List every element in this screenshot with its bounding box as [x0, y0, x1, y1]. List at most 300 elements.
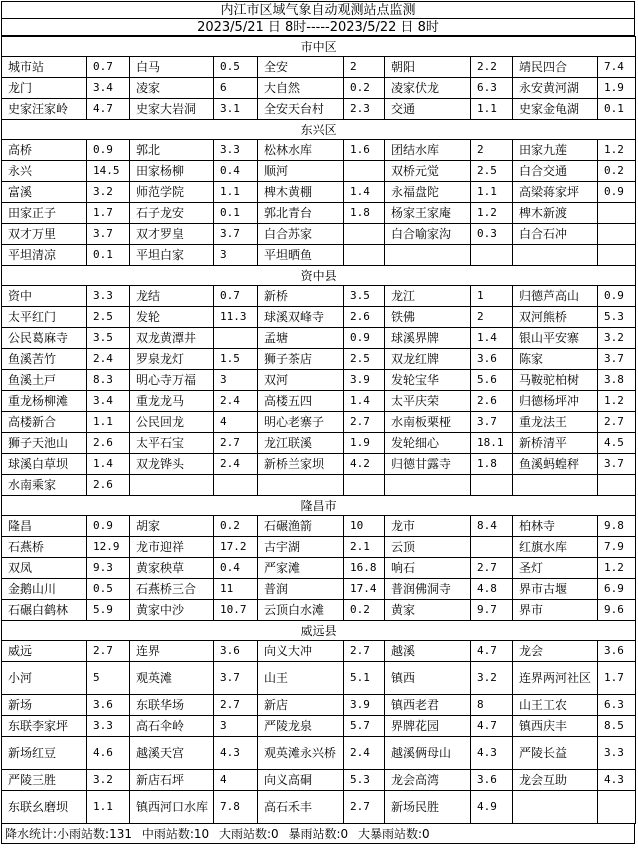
rainfall-value — [598, 203, 636, 224]
station-name: 白合石冲 — [513, 224, 598, 245]
rainfall-value: 3.5 — [344, 286, 385, 307]
rainfall-value: 4.8 — [471, 579, 513, 600]
station-name: 云顶 — [385, 537, 471, 558]
station-name: 高石禾丰 — [258, 791, 344, 824]
section-header — [2, 120, 636, 140]
station-name: 黄家中沙 — [130, 600, 214, 621]
station-name: 界牌花园 — [385, 716, 471, 737]
station-name — [258, 475, 344, 496]
rainfall-value — [598, 475, 636, 496]
rainfall-value: 3 — [214, 370, 258, 391]
station-name: 新桥 — [258, 286, 344, 307]
station-row — [2, 245, 636, 266]
rainfall-value: 4.2 — [344, 454, 385, 475]
station-name: 小河 — [2, 662, 87, 695]
station-row — [2, 716, 636, 737]
rainfall-value: 3.3 — [87, 286, 130, 307]
station-name: 田家九莲 — [513, 140, 598, 161]
station-name: 平坦白家 — [130, 245, 214, 266]
rainfall-value: 1.1 — [471, 182, 513, 203]
rainfall-value: 3.2 — [87, 182, 130, 203]
rainfall-value: 9.3 — [87, 558, 130, 579]
station-name: 马鞍驼柏树 — [513, 370, 598, 391]
light-rain-count: 小雨站数:131 — [57, 827, 132, 841]
rainfall-value: 3 — [214, 716, 258, 737]
station-name — [513, 245, 598, 266]
station-name: 永安黄河湖 — [513, 78, 598, 99]
station-name: 白合交通 — [513, 161, 598, 182]
station-name: 归德杨坪冲 — [513, 391, 598, 412]
rainfall-value: 2.4 — [214, 454, 258, 475]
station-name: 永兴 — [2, 161, 87, 182]
station-row — [2, 99, 636, 120]
rainfall-value: 2.1 — [344, 537, 385, 558]
station-name: 双凤 — [2, 558, 87, 579]
rainfall-value — [598, 224, 636, 245]
rainfall-value: 9.6 — [598, 600, 636, 621]
rainfall-value: 4.7 — [471, 641, 513, 662]
station-name: 向义大冲 — [258, 641, 344, 662]
station-name: 归德甘露寺 — [385, 454, 471, 475]
rainfall-value: 1.1 — [87, 412, 130, 433]
rainfall-value: 3.7 — [598, 349, 636, 370]
rainfall-value: 2.5 — [344, 349, 385, 370]
station-name: 镇西 — [385, 662, 471, 695]
rainfall-value: 16.8 — [344, 558, 385, 579]
rainfall-value: 2.6 — [471, 391, 513, 412]
station-name: 石碾渔箭 — [258, 516, 344, 537]
station-name: 界市 — [513, 600, 598, 621]
station-name — [513, 791, 598, 824]
station-name: 狮子天池山 — [2, 433, 87, 454]
station-name: 史家大岩洞 — [130, 99, 214, 120]
rainfall-value: 3.8 — [598, 370, 636, 391]
station-row — [2, 579, 636, 600]
station-row — [2, 182, 636, 203]
station-name: 球溪白草坝 — [2, 454, 87, 475]
station-name: 凌家 — [130, 78, 214, 99]
station-name: 鱼溪蚂蝗秤 — [513, 454, 598, 475]
station-name: 公民回龙 — [130, 412, 214, 433]
station-name: 白马 — [130, 57, 214, 78]
station-name: 发轮 — [130, 307, 214, 328]
station-name: 椑木新渡 — [513, 203, 598, 224]
station-name: 重龙龙马 — [130, 391, 214, 412]
station-name: 富溪 — [2, 182, 87, 203]
rainfall-value — [344, 224, 385, 245]
station-name: 球溪双峰寺 — [258, 307, 344, 328]
station-name: 高梁蒋家坪 — [513, 182, 598, 203]
rainfall-value: 7.8 — [214, 791, 258, 824]
rainfall-value: 2.6 — [87, 475, 130, 496]
rainfall-value: 14.5 — [87, 161, 130, 182]
rainfall-value: 1.4 — [87, 454, 130, 475]
station-row — [2, 57, 636, 78]
station-name: 水南乘家 — [2, 475, 87, 496]
rainfall-value: 1.9 — [344, 433, 385, 454]
station-row — [2, 454, 636, 475]
station-name: 太平石宝 — [130, 433, 214, 454]
rainfall-value: 6.9 — [598, 579, 636, 600]
rainfall-value: 0.7 — [214, 286, 258, 307]
rainfall-value: 12.9 — [87, 537, 130, 558]
station-name — [130, 475, 214, 496]
rainfall-value: 3.7 — [214, 224, 258, 245]
station-name: 古宇湖 — [258, 537, 344, 558]
rainfall-value — [471, 537, 513, 558]
station-name: 镇西河口水库 — [130, 791, 214, 824]
station-name: 太平红门 — [2, 307, 87, 328]
rainfall-value: 2.7 — [344, 412, 385, 433]
rainfall-value: 0.4 — [214, 558, 258, 579]
station-name: 高石伞岭 — [130, 716, 214, 737]
rainfall-value: 3.7 — [598, 454, 636, 475]
rainfall-value: 11.3 — [214, 307, 258, 328]
station-name: 黄家秧草 — [130, 558, 214, 579]
station-name: 郭北青台 — [258, 203, 344, 224]
rainfall-value: 5 — [87, 662, 130, 695]
station-row — [2, 307, 636, 328]
station-name: 平坦晒鱼 — [258, 245, 344, 266]
station-name: 孟塘 — [258, 328, 344, 349]
rainfall-value: 3.7 — [214, 662, 258, 695]
rainfall-value: 2.6 — [87, 433, 130, 454]
rainfall-value: 1.4 — [344, 391, 385, 412]
station-name: 田家正子 — [2, 203, 87, 224]
station-name: 云顶白水滩 — [258, 600, 344, 621]
station-name: 双龙红牌 — [385, 349, 471, 370]
rainfall-value: 0.2 — [214, 516, 258, 537]
section-name: 资中县 — [2, 266, 636, 286]
station-row — [2, 537, 636, 558]
station-row — [2, 433, 636, 454]
rainfall-value: 0.3 — [471, 224, 513, 245]
rainfall-value: 10.7 — [214, 600, 258, 621]
rainfall-value: 8.3 — [87, 370, 130, 391]
rainfall-value: 4.3 — [214, 737, 258, 770]
station-name: 双河熊桥 — [513, 307, 598, 328]
station-row — [2, 516, 636, 537]
rainfall-value: 1.9 — [598, 78, 636, 99]
station-name: 凌家伏龙 — [385, 78, 471, 99]
rainfall-value: 1.8 — [344, 203, 385, 224]
station-name: 石子龙安 — [130, 203, 214, 224]
station-name: 明心老寨子 — [258, 412, 344, 433]
heavy-rain-count: 大雨站数:0 — [218, 827, 279, 841]
station-row — [2, 349, 636, 370]
station-row — [2, 662, 636, 695]
station-name: 威远 — [2, 641, 87, 662]
station-name: 高桥 — [2, 140, 87, 161]
station-row — [2, 600, 636, 621]
station-name: 严陵龙泉 — [258, 716, 344, 737]
rainfall-value: 2.4 — [344, 737, 385, 770]
rainfall-value: 6.3 — [598, 695, 636, 716]
rainfall-value: 4 — [214, 412, 258, 433]
rainfall-value: 6 — [214, 78, 258, 99]
rainfall-value: 5.9 — [87, 600, 130, 621]
station-name: 靖民四合 — [513, 57, 598, 78]
station-name: 双龙黄潭井 — [130, 328, 214, 349]
station-name: 界市古堰 — [513, 579, 598, 600]
station-name: 观英滩永兴桥 — [258, 737, 344, 770]
station-name: 城市站 — [2, 57, 87, 78]
station-name: 高楼新合 — [2, 412, 87, 433]
station-name: 杨家王家庵 — [385, 203, 471, 224]
moderate-rain-count: 中雨站数:10 — [141, 827, 210, 841]
rainfall-value: 11 — [214, 579, 258, 600]
station-name: 圣灯 — [513, 558, 598, 579]
station-name: 隆昌 — [2, 516, 87, 537]
station-name: 银山平安寨 — [513, 328, 598, 349]
station-name: 明心寺万福 — [130, 370, 214, 391]
rainfall-value: 5.1 — [344, 662, 385, 695]
rainfall-value — [214, 475, 258, 496]
station-name: 连界 — [130, 641, 214, 662]
station-name: 重龙法王 — [513, 412, 598, 433]
rainfall-value: 10 — [344, 516, 385, 537]
rainfall-value: 2.7 — [471, 558, 513, 579]
station-name: 新场 — [2, 695, 87, 716]
section-name: 市中区 — [2, 37, 636, 57]
rainfall-value: 3.9 — [344, 695, 385, 716]
rainfall-value: 3.4 — [87, 391, 130, 412]
station-name: 新桥清平 — [513, 433, 598, 454]
rainfall-value: 1.8 — [471, 454, 513, 475]
rainfall-value: 5.7 — [344, 716, 385, 737]
station-name: 球溪界牌 — [385, 328, 471, 349]
station-name — [385, 245, 471, 266]
rainfall-value: 3.3 — [87, 716, 130, 737]
station-name: 松林水库 — [258, 140, 344, 161]
rainfall-value: 3.6 — [471, 770, 513, 791]
station-row — [2, 224, 636, 245]
station-name: 全安天台村 — [258, 99, 344, 120]
rainfall-value: 0.1 — [87, 245, 130, 266]
section-header — [2, 37, 636, 57]
rainfall-value: 3.6 — [87, 695, 130, 716]
report-period: 2023/5/21 日 8时-----2023/5/22 日 8时 — [1, 18, 635, 36]
station-name: 交通 — [385, 99, 471, 120]
station-name: 严陵长益 — [513, 737, 598, 770]
station-name: 龙江联溪 — [258, 433, 344, 454]
rainfall-value: 2 — [471, 307, 513, 328]
station-name: 东联李家坪 — [2, 716, 87, 737]
rainfall-value: 4.3 — [471, 737, 513, 770]
station-name: 朝阳 — [385, 57, 471, 78]
rainfall-value: 4.7 — [471, 716, 513, 737]
rainfall-value: 2.4 — [214, 391, 258, 412]
station-name: 发轮细心 — [385, 433, 471, 454]
rainfall-value: 3.7 — [87, 224, 130, 245]
station-name: 严陵三胜 — [2, 770, 87, 791]
station-name: 太平庆荣 — [385, 391, 471, 412]
station-name: 东联幺磨坝 — [2, 791, 87, 824]
rainfall-value: 1.6 — [344, 140, 385, 161]
station-name: 重龙杨柳滩 — [2, 391, 87, 412]
station-name: 史家汪家岭 — [2, 99, 87, 120]
rainfall-value: 0.9 — [87, 140, 130, 161]
station-row — [2, 203, 636, 224]
station-name: 越溪 — [385, 641, 471, 662]
rainfall-value: 3.1 — [214, 99, 258, 120]
rainfall-value — [214, 328, 258, 349]
station-name: 史家金龟湖 — [513, 99, 598, 120]
station-name: 狮子茶店 — [258, 349, 344, 370]
station-name: 普润 — [258, 579, 344, 600]
rainfall-value: 2.3 — [344, 99, 385, 120]
heavy-rainstorm-count: 大暴雨站数:0 — [358, 827, 430, 841]
station-name: 石碾白鹤林 — [2, 600, 87, 621]
station-name: 龙会 — [513, 641, 598, 662]
rainfall-value: 2.7 — [344, 791, 385, 824]
station-name: 金鹅山川 — [2, 579, 87, 600]
station-name: 严家滩 — [258, 558, 344, 579]
section-name: 东兴区 — [2, 120, 636, 140]
station-name: 向义高硐 — [258, 770, 344, 791]
station-row — [2, 641, 636, 662]
rainfall-value: 2.5 — [471, 161, 513, 182]
rainfall-value: 2.2 — [471, 57, 513, 78]
rainfall-value — [471, 475, 513, 496]
station-name: 资中 — [2, 286, 87, 307]
station-name: 归德芦高山 — [513, 286, 598, 307]
rainfall-value: 1 — [471, 286, 513, 307]
station-name: 龙结 — [130, 286, 214, 307]
station-name: 龙江 — [385, 286, 471, 307]
station-name: 高楼五四 — [258, 391, 344, 412]
rainfall-value: 3.3 — [214, 140, 258, 161]
station-name: 白合喻家沟 — [385, 224, 471, 245]
rainfall-value: 3 — [214, 245, 258, 266]
rainfall-value: 2 — [344, 57, 385, 78]
station-name: 永福盘陀 — [385, 182, 471, 203]
station-name: 郭北 — [130, 140, 214, 161]
rainfall-value: 7.4 — [598, 57, 636, 78]
station-row — [2, 558, 636, 579]
station-name — [513, 475, 598, 496]
rainfall-value: 4.9 — [471, 791, 513, 824]
report-sheet — [1, 1, 635, 844]
station-name: 白合苏家 — [258, 224, 344, 245]
rainfall-value: 3.6 — [598, 641, 636, 662]
station-name: 龙会互助 — [513, 770, 598, 791]
station-name: 发轮宝华 — [385, 370, 471, 391]
rainfall-value: 0.9 — [598, 286, 636, 307]
rainfall-value: 0.9 — [87, 516, 130, 537]
station-name: 石燕桥三合 — [130, 579, 214, 600]
station-name: 团结水库 — [385, 140, 471, 161]
station-name: 水南板栗桠 — [385, 412, 471, 433]
rainfall-value: 0.2 — [344, 78, 385, 99]
rainfall-value: 7.9 — [598, 537, 636, 558]
rainfall-value: 4.3 — [598, 770, 636, 791]
section-header — [2, 266, 636, 286]
rainfall-value: 5.6 — [471, 370, 513, 391]
station-name: 鱼溪苦竹 — [2, 349, 87, 370]
station-name: 龙门 — [2, 78, 87, 99]
station-row — [2, 286, 636, 307]
station-name: 石燕桥 — [2, 537, 87, 558]
rainfall-value: 1.2 — [471, 203, 513, 224]
rainfall-value: 9.7 — [471, 600, 513, 621]
rainfall-value: 1.4 — [344, 182, 385, 203]
station-name: 观英滩 — [130, 662, 214, 695]
station-name: 山王 — [258, 662, 344, 695]
station-name: 普润佛洞寺 — [385, 579, 471, 600]
station-row — [2, 695, 636, 716]
rainfall-value: 1.2 — [598, 558, 636, 579]
rainfall-value — [598, 791, 636, 824]
section-header — [2, 621, 636, 641]
station-name: 双龙铧头 — [130, 454, 214, 475]
station-name: 龙市 — [385, 516, 471, 537]
rainfall-value: 8.4 — [471, 516, 513, 537]
rainfall-value: 1.5 — [214, 349, 258, 370]
station-name: 响石 — [385, 558, 471, 579]
station-name: 胡家 — [130, 516, 214, 537]
station-name: 柏林寺 — [513, 516, 598, 537]
station-row — [2, 370, 636, 391]
rainfall-value: 8.5 — [598, 716, 636, 737]
section-name: 威远县 — [2, 621, 636, 641]
rainfall-value — [598, 245, 636, 266]
rainfall-value — [344, 245, 385, 266]
rainfall-value: 1.1 — [87, 791, 130, 824]
summary-label: 降水统计: — [5, 827, 58, 841]
rainfall-value: 17.4 — [344, 579, 385, 600]
station-name: 新场红豆 — [2, 737, 87, 770]
station-name: 田家杨柳 — [130, 161, 214, 182]
rainfall-value: 1.1 — [214, 182, 258, 203]
rainfall-value — [344, 161, 385, 182]
station-name: 黄家 — [385, 600, 471, 621]
station-name: 龙会高湾 — [385, 770, 471, 791]
rainfall-value: 9.8 — [598, 516, 636, 537]
station-name: 红旗水库 — [513, 537, 598, 558]
rainfall-value: 3.6 — [471, 349, 513, 370]
station-name: 新店 — [258, 695, 344, 716]
rainfall-value: 1.7 — [598, 662, 636, 695]
rainfall-value: 5.3 — [598, 307, 636, 328]
station-name: 师范学院 — [130, 182, 214, 203]
rainfall-value: 0.7 — [87, 57, 130, 78]
rainfall-value: 2.7 — [344, 641, 385, 662]
station-name: 全安 — [258, 57, 344, 78]
rainfall-value: 0.1 — [598, 99, 636, 120]
rainfall-value: 1.4 — [471, 328, 513, 349]
station-name: 山王工农 — [513, 695, 598, 716]
station-name: 镇西庆丰 — [513, 716, 598, 737]
rainfall-value: 3.9 — [344, 370, 385, 391]
rainfall-value: 3.2 — [471, 662, 513, 695]
station-name: 罗泉龙灯 — [130, 349, 214, 370]
station-name: 龙市迎祥 — [130, 537, 214, 558]
rainfall-value — [344, 475, 385, 496]
station-name: 平坦清凉 — [2, 245, 87, 266]
rainfall-value: 17.2 — [214, 537, 258, 558]
station-name: 公民葛麻寺 — [2, 328, 87, 349]
rainfall-value: 2.4 — [87, 349, 130, 370]
station-name: 双桥元觉 — [385, 161, 471, 182]
rainfall-value: 0.5 — [214, 57, 258, 78]
rainfall-value: 4.6 — [87, 737, 130, 770]
station-name: 大自然 — [258, 78, 344, 99]
rainfall-value: 1.7 — [87, 203, 130, 224]
rainfall-value: 2 — [471, 140, 513, 161]
rainfall-value: 3.2 — [598, 328, 636, 349]
station-name — [385, 475, 471, 496]
